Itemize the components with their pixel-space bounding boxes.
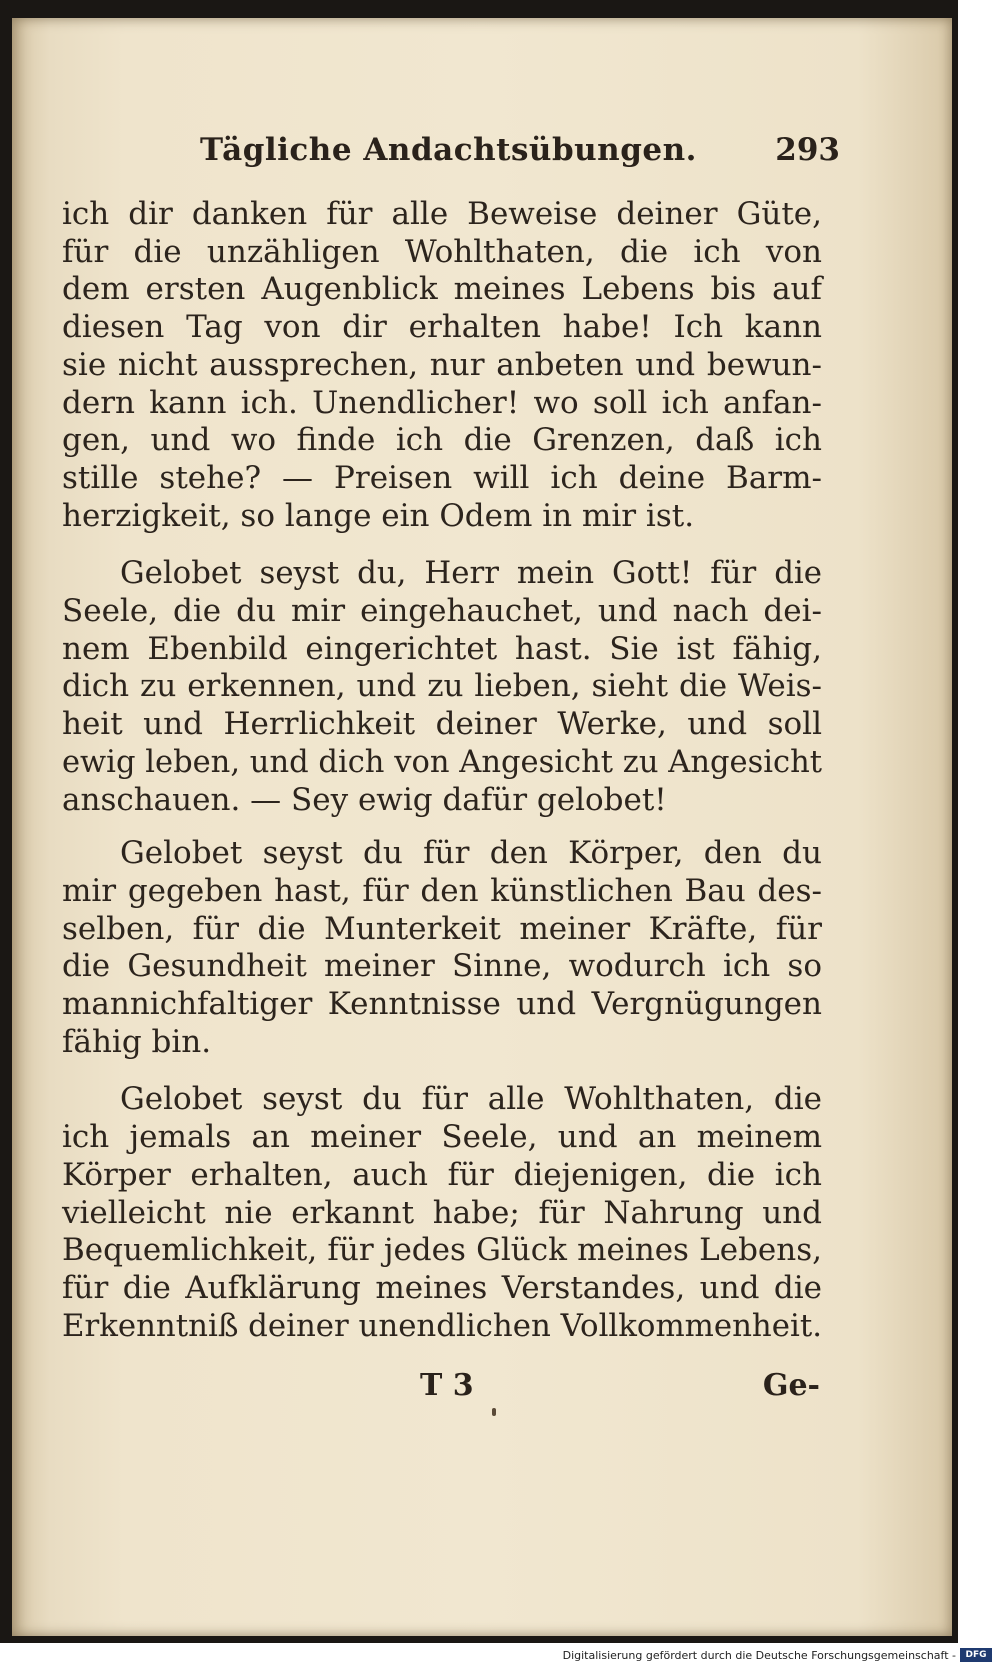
paragraph-2 [62, 555, 822, 819]
text-line: Bequemlichkeit, für jedes Glück meines Lebens, [62, 1232, 822, 1269]
signature-mark: T 3 [420, 1368, 474, 1403]
text-line: dem ersten Augenblick meines Lebens bis auf [62, 271, 822, 308]
text-line: die Gesundheit meiner Sinne, wodurch ich so [62, 948, 822, 985]
text-line: vielleicht nie erkannt habe; für Nahrung und [62, 1194, 822, 1231]
page-number: 293 [775, 132, 840, 168]
text-line: herzigkeit, so lange ein Odem in mir ist. [62, 497, 695, 534]
text-line: fähig bin. [62, 1023, 212, 1060]
paragraph-3 [62, 835, 822, 1061]
text-line: ewig leben, und dich von Angesicht zu Angesicht [62, 744, 822, 780]
paragraph-1 [62, 196, 822, 535]
text-line: nem Ebenbild eingerichtet hast. Sie ist fähig, [62, 630, 822, 667]
text-line: gen, und wo finde ich die Grenzen, daß ich [62, 422, 822, 459]
text-line: stille stehe? — Preisen will ich deine Barm- [62, 459, 822, 496]
text-line: ich dir danken für alle Beweise deiner Güte, [62, 196, 822, 232]
text-line: heit und Herrlichkeit deiner Werke, und soll [62, 706, 822, 743]
text-line: dern kann ich. Unendlicher! wo soll ich anfan- [62, 384, 822, 421]
ink-speck [492, 1408, 496, 1416]
catchword: Ge- [762, 1368, 820, 1403]
paragraph-4 [62, 1081, 822, 1345]
text-line: sie nicht aussprechen, nur anbeten und bewun- [62, 346, 822, 383]
text-line: für die unzähligen Wohlthaten, die ich von [62, 233, 822, 270]
running-title: Tägliche Andachtsübungen. [200, 132, 697, 168]
text-line: mir gegeben hast, für den künstlichen Bau des- [62, 872, 822, 909]
page-header [200, 132, 840, 182]
text-line: Gelobet seyst du, Herr mein Gott! für die [120, 555, 822, 592]
text-line: anschauen. — Sey ewig dafür gelobet! [62, 781, 667, 818]
text-line: Gelobet seyst du für alle Wohlthaten, die [120, 1081, 822, 1118]
text-line: ich jemals an meiner Seele, und an meinem [62, 1119, 822, 1156]
body-text [62, 196, 822, 1345]
text-line: für die Aufklärung meines Verstandes, und die [62, 1269, 822, 1306]
text-line: Seele, die du mir eingehauchet, und nach dei- [62, 593, 822, 630]
text-line: Gelobet seyst du für den Körper, den du [120, 835, 822, 872]
text-line: Körper erhalten, auch für diejenigen, die ich [62, 1156, 822, 1193]
page-footer [420, 1368, 820, 1408]
dfg-logo-icon: DFG [960, 1648, 992, 1662]
digitization-note: Digitalisierung gefördert durch die Deutsche Forschungsgemeinschaft - [562, 1649, 956, 1662]
text-line: mannichfaltiger Kenntnisse und Vergnügungen [62, 986, 822, 1023]
text-line: diesen Tag von dir erhalten habe! Ich kann [62, 309, 822, 346]
text-line: dich zu erkennen, und zu lieben, sieht die Weis- [62, 668, 822, 705]
text-line: Erkenntniß deiner unendlichen Vollkommenheit. [62, 1307, 823, 1344]
text-line: selben, für die Munterkeit meiner Kräfte, für [62, 910, 822, 947]
